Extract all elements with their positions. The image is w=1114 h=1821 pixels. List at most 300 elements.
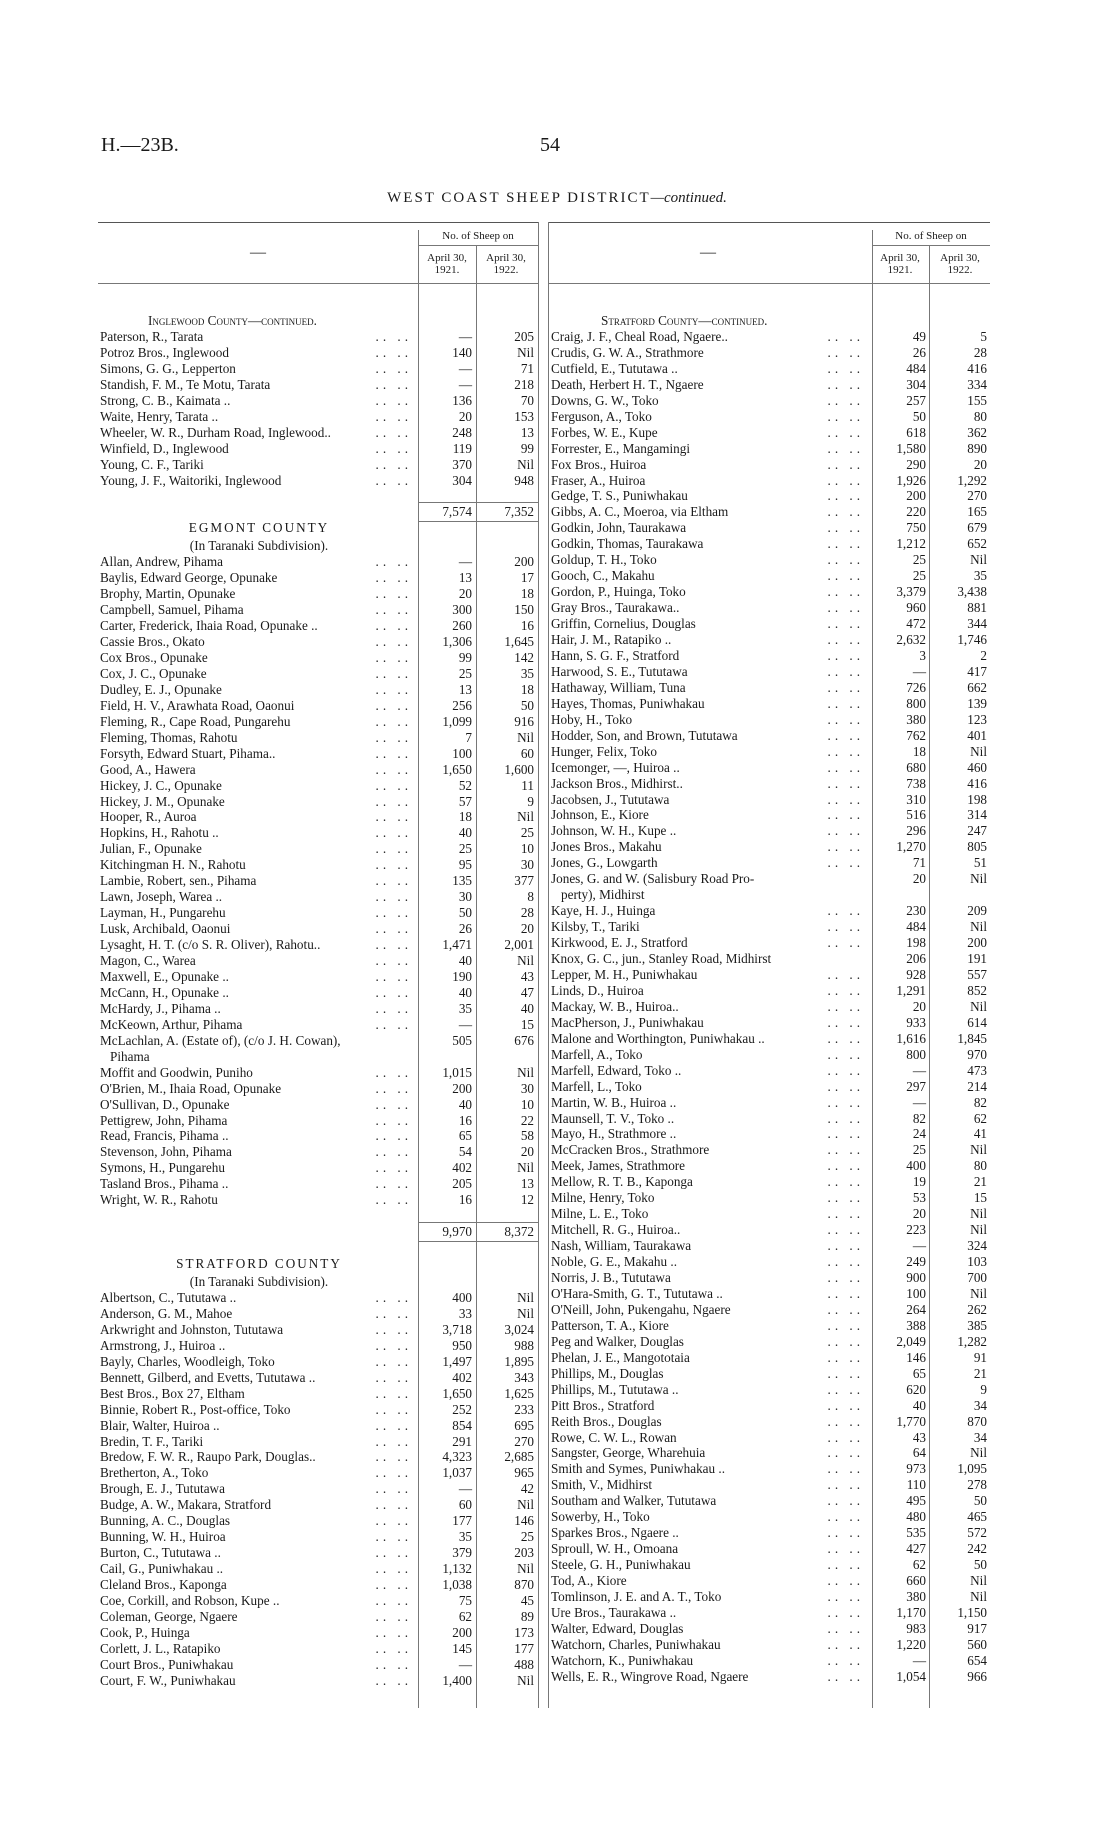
sheep-1921: 140 [452,344,472,360]
owner-name: Julian, F., Opunake [100,841,202,857]
leader-dots: .. .. [827,711,864,727]
sheep-1921: 20 [912,998,926,1014]
sheep-1921: 264 [906,1301,926,1317]
owner-name: Dudley, E. J., Opunake [100,681,222,697]
owner-name: Harwood, S. E., Tututawa [551,663,688,679]
table-row [551,1270,990,1286]
sheep-1921: 65 [458,1128,472,1144]
sheep-1922: 16 [520,618,534,634]
leader-dots: .. .. [375,1080,412,1096]
table-row [551,1238,990,1254]
owner-name: O'Sullivan, D., Opunake [100,1096,230,1112]
sheep-1922: 142 [514,649,534,665]
sheep-1922: 51 [973,855,987,871]
sheep-1921: 230 [906,903,926,919]
table-row [551,1669,990,1685]
owner-name: Lawn, Joseph, Warea .. [100,889,223,905]
sheep-1922: 45 [520,1593,534,1608]
left-col-group-header: No. of Sheep on [442,230,514,242]
table-row [100,425,538,441]
owner-name: Hickey, J. C., Opunake [100,777,222,793]
table-row [551,776,990,792]
owner-name: Paterson, R., Tarata [100,328,204,344]
sheep-1922: 25 [520,825,534,841]
sheep-1921: 762 [906,727,926,743]
sheep-1922: 3,438 [957,584,987,600]
table-row [100,1402,538,1418]
leader-dots: .. .. [375,745,412,761]
table-top-rule [98,222,538,223]
sheep-1921: 296 [906,823,926,839]
sheep-1922: 153 [514,408,534,424]
table-row [100,682,538,698]
leader-dots: .. .. [827,424,864,440]
owner-name: Gedge, T. S., Puniwhakau [551,488,688,504]
owner-name: Strong, C. B., Kaimata .. [100,392,231,408]
table-row [551,1079,990,1095]
table-row [100,1370,538,1386]
leader-dots: .. .. [827,1126,864,1142]
left-col-group-rule [418,245,538,246]
leader-dots: .. .. [827,616,864,632]
sheep-1922: 343 [514,1369,534,1385]
table-row [551,1095,990,1111]
sheep-1921: 379 [452,1545,472,1561]
sheep-1921: 1,054 [896,1668,926,1684]
table-row [100,905,538,921]
owner-name: Hunger, Felix, Toko [551,743,657,759]
owner-name: Lepper, M. H., Puniwhakau [551,966,698,982]
leader-dots: .. .. [375,440,412,456]
owner-name: Marfell, Edward, Toko .. [551,1062,682,1078]
leader-dots: .. .. [375,1353,412,1369]
sheep-1921: 495 [906,1493,926,1509]
owner-name: Lambie, Robert, sen., Pihama [100,873,257,889]
sheep-1922: 21 [973,1174,987,1190]
owner-name: Malone and Worthington, Puniwhakau .. [551,1030,765,1046]
sheep-1921: 40 [912,1397,926,1413]
table-row [551,1126,990,1142]
owner-name: Godkin, Thomas, Taurakawa [551,536,704,552]
leader-dots: .. .. [375,793,412,809]
sheep-1922: Nil [970,998,987,1014]
owner-name: Court Bros., Puniwhakau [100,1656,234,1672]
sheep-1921: 297 [906,1078,926,1094]
owner-name: Crudis, G. W. A., Strathmore [551,344,704,360]
owner-name: Jacobsen, J., Tututawa [551,791,670,807]
sheep-1922: Nil [517,1672,534,1688]
sheep-1921: 660 [906,1573,926,1589]
leader-dots: .. .. [827,1509,864,1525]
sheep-1921: 75 [458,1593,472,1608]
leader-dots: .. .. [827,775,864,791]
owner-name: Forsyth, Edward Stuart, Pihama.. [100,745,276,761]
sheep-1921: 20 [912,871,926,887]
owner-name: Magon, C., Warea [100,953,196,968]
sheep-1921: 480 [906,1509,926,1525]
sheep-1922: Nil [970,1573,987,1589]
table-row [551,488,990,504]
sheep-1922: 218 [514,376,534,392]
leader-dots: .. .. [827,1206,864,1222]
sheep-1921: 16 [458,1112,472,1128]
right-header-rule [548,283,990,284]
table-row [551,1398,990,1414]
sheep-1922: 970 [967,1046,987,1062]
table-row [100,1434,538,1450]
table-row [100,441,538,457]
sheep-1921: 983 [906,1620,926,1636]
sheep-1921: 380 [906,1589,926,1604]
sheep-1922: 80 [973,408,987,424]
owner-name: O'Hara-Smith, G. T., Tututawa .. [551,1285,723,1301]
sheep-1922: 123 [967,711,987,727]
sheep-1921: 1,471 [442,937,472,953]
table-row [551,1430,990,1446]
sheep-1922: 13 [520,1176,534,1192]
table-row [100,809,538,825]
sheep-1922: 71 [520,360,534,376]
leader-dots: .. .. [375,1608,412,1624]
table-row [100,841,538,857]
table-row [100,778,538,794]
owner-name: McKeown, Arthur, Pihama [100,1016,243,1032]
sheep-1921: 145 [452,1640,472,1656]
table-row [100,873,538,889]
owner-name: Patterson, T. A., Kiore [551,1317,669,1333]
sheep-1922: 473 [967,1062,987,1078]
sheep-1921: 257 [906,392,926,408]
table-row [551,807,990,823]
table-row [551,361,990,377]
owner-name: Peg and Walker, Douglas [551,1333,684,1349]
sheep-1921: — [458,1016,472,1032]
sheep-1921: — [458,376,472,392]
table-row [551,1334,990,1350]
sheep-1922: 50 [973,1557,987,1573]
leader-dots: .. .. [375,1160,412,1176]
sheep-1922: 34 [973,1397,987,1413]
leader-dots: .. .. [827,1349,864,1365]
sheep-1921: 300 [452,602,472,618]
sheep-1921: 1,132 [442,1561,472,1577]
county-heading [100,520,538,536]
table-row [100,1065,538,1081]
sheep-1921: 1,926 [896,472,926,488]
leader-dots: .. .. [375,1624,412,1640]
table-row [551,648,990,664]
sheep-1921: 71 [912,855,926,871]
owner-name: Milne, Henry, Toko [551,1190,655,1206]
owner-name: Cleland Bros., Kaponga [100,1577,227,1593]
owner-name: Godkin, John, Taurakawa [551,520,687,536]
sheep-1921: 20 [458,408,472,424]
table-row [100,762,538,778]
leader-dots: .. .. [375,1096,412,1112]
table-row [551,600,990,616]
leader-dots: .. .. [827,1030,864,1046]
leader-dots: .. .. [827,1604,864,1620]
owner-name: Smith, V., Midhirst [551,1477,653,1493]
owner-name: Mackay, W. B., Huiroa.. [551,998,679,1014]
sheep-1922: 679 [967,520,987,536]
sheep-1921: 43 [912,1429,926,1445]
owner-name: Gooch, C., Makahu [551,568,655,584]
owner-name: Bunning, A. C., Douglas [100,1513,231,1529]
sheep-1922: 8 [527,889,534,905]
table-row [551,584,990,600]
owner-name: Jones, G., Lowgarth [551,855,658,871]
county-subheading-text: (In Taranaki Subdivision). [189,1274,329,1289]
table-row [100,1017,538,1033]
total-1922: 7,352 [504,504,534,520]
leader-dots: .. .. [827,1254,864,1270]
leader-dots: .. .. [827,1652,864,1668]
sheep-1921: — [912,1652,926,1668]
sheep-1921: 726 [906,679,926,695]
sheep-1922: 10 [520,841,534,857]
leader-dots: .. .. [375,921,412,937]
owner-name: Noble, G. E., Makahu .. [551,1254,677,1270]
table-row [551,1637,990,1653]
leader-dots: .. .. [827,1333,864,1349]
owner-name: Gray Bros., Taurakawa.. [551,600,680,616]
sheep-1921: 54 [458,1144,472,1160]
sheep-1922: 557 [967,966,987,982]
owner-name: Steele, G. H., Puniwhakau [551,1557,691,1573]
leader-dots: .. .. [827,632,864,647]
owner-name: Symons, H., Pungarehu [100,1160,225,1176]
leader-dots: .. .. [375,1369,412,1385]
leader-dots: .. .. [375,937,412,953]
owner-name: Coleman, George, Ngaere [100,1608,238,1624]
sheep-1921: 200 [452,1624,472,1640]
sheep-1921: 33 [458,1305,472,1321]
sheep-1922: 881 [967,600,987,616]
owner-name: Hoby, H., Toko [551,711,633,727]
sheep-1921: 1,170 [896,1604,926,1620]
table-row [100,1465,538,1481]
sheep-1921: 1,306 [442,634,472,649]
table-row [100,1625,538,1641]
table-row [551,1493,990,1509]
owner-name: Cassie Bros., Okato [100,634,205,649]
table-row [100,1641,538,1657]
table-row [100,953,538,969]
leader-dots: .. .. [375,809,412,825]
owner-name: Allan, Andrew, Pihama [100,554,223,570]
table-row [551,457,990,473]
leader-dots: .. .. [375,1385,412,1401]
table-row [100,1144,538,1160]
sheep-1921: 25 [912,1142,926,1158]
leader-dots: .. .. [827,1270,864,1285]
leader-dots: .. .. [827,568,864,584]
table-row [551,744,990,760]
table-row [551,1174,990,1190]
sheep-1921: 4,323 [442,1449,472,1465]
owner-name: Wright, W. R., Rahotu [100,1192,218,1208]
sheep-1921: 1,400 [442,1672,472,1688]
sheep-1922: 50 [973,1493,987,1509]
sheep-1921: 30 [458,889,472,905]
leader-dots: .. .. [375,1337,412,1353]
owner-name: Bunning, W. H., Huiroa [100,1529,226,1545]
sheep-1922: 18 [520,586,534,602]
leader-dots: .. .. [827,695,864,711]
table-row [100,666,538,682]
sheep-1921: 25 [458,665,472,681]
owner-name: Brophy, Martin, Opunake [100,586,236,602]
table-row [100,746,538,762]
sheep-1921: 484 [906,360,926,376]
sheep-1921: 304 [906,376,926,392]
table-row [551,1382,990,1398]
owner-name: Stevenson, John, Pihama [100,1144,232,1160]
total-rule [418,502,538,503]
sheep-1922: Nil [517,1160,534,1176]
sheep-1922: 214 [967,1078,987,1094]
sheep-1922: 13 [520,424,534,440]
owner-name: O'Neill, John, Pukengahu, Ngaere [551,1301,731,1317]
owner-name: Fox Bros., Huiroa [551,456,647,472]
table-row [100,698,538,714]
table-row [551,967,990,983]
leader-dots: .. .. [827,456,864,472]
table-row [100,937,538,953]
table-row [100,473,538,489]
owner-name: Budge, A. W., Makara, Stratford [100,1497,272,1513]
sheep-1921: 738 [906,775,926,791]
leader-dots: .. .. [827,520,864,536]
table-row [551,919,990,935]
sheep-1922: Nil [517,953,534,968]
table-row [100,794,538,810]
leader-dots: .. .. [827,1493,864,1509]
owner-name: Court, F. W., Puniwhakau [100,1672,236,1688]
leader-dots: .. .. [375,1401,412,1417]
right-col-group-rule [872,245,990,246]
sheep-1922: 965 [514,1465,534,1481]
sheep-1922: 247 [967,823,987,839]
owner-name: Coe, Corkill, and Robson, Kupe .. [100,1593,280,1608]
table-row [100,1354,538,1370]
table-row [551,680,990,696]
owner-name: McCann, H., Opunake .. [100,984,229,1000]
sheep-1921: — [912,663,926,679]
sheep-1922: 1,150 [957,1604,987,1620]
table-row [100,1561,538,1577]
owner-name: Ferguson, A., Toko [551,408,652,424]
leader-dots: .. .. [827,1174,864,1190]
sheep-1922: 9 [527,793,534,809]
sheep-1922: 91 [973,1349,987,1365]
sheep-1921: 402 [452,1369,472,1385]
sheep-1921: 100 [452,745,472,761]
leader-dots: .. .. [827,982,864,998]
sheep-1921: 198 [906,935,926,951]
leader-dots: .. .. [375,1000,412,1016]
table-row [100,1113,538,1129]
leader-dots: .. .. [827,1541,864,1557]
table-row [551,520,990,536]
sheep-1921: 900 [906,1270,926,1285]
owner-name: Lysaght, H. T. (c/o S. R. Oliver), Rahotu.. [100,937,321,953]
sheep-1921: 800 [906,695,926,711]
owner-name: McHardy, J., Pihama .. [100,1000,221,1016]
leader-dots: .. .. [375,1656,412,1672]
leader-dots: .. .. [375,1513,412,1529]
sheep-1921: 53 [912,1190,926,1206]
leader-dots: .. .. [375,1593,412,1608]
table-row [100,1418,538,1434]
owner-name: Watchorn, K., Puniwhakau [551,1652,694,1668]
right-col-header-1922: April 30, 1922. [940,252,980,276]
left-name-header: — [250,244,266,261]
sheep-1921: 505 [452,1032,472,1048]
sheep-1921: 13 [458,681,472,697]
sheep-1922: 870 [514,1577,534,1593]
leader-dots: .. .. [827,1557,864,1573]
leader-dots: .. .. [827,1062,864,1078]
title-continued: —continued. [650,190,727,206]
owner-name: Layman, H., Pungarehu [100,905,226,921]
owner-name: Jones, G. and W. (Salisbury Road Pro- [551,871,755,887]
owner-name: Gibbs, A. C., Moeroa, via Eltham [551,504,729,520]
sheep-1921: 1,291 [896,982,926,998]
leader-dots: .. .. [827,1413,864,1429]
owner-name: Arkwright and Johnston, Tututawa [100,1321,284,1337]
sheep-1921: 1,015 [442,1064,472,1080]
owner-name: Mitchell, R. G., Huiroa.. [551,1222,681,1238]
owner-name: Forbes, W. E., Kupe [551,424,658,440]
table-row [100,1545,538,1561]
sheep-1922: 2 [980,647,987,663]
owner-name: Norris, J. B., Tututawa [551,1270,671,1285]
county-total-row [100,1224,538,1240]
table-row [100,1322,538,1338]
sheep-1921: 119 [452,440,472,456]
leader-dots: .. .. [375,713,412,729]
owner-name: Potroz Bros., Inglewood [100,344,229,360]
sheep-1921: 52 [458,777,472,793]
sheep-1922: 3,024 [504,1321,534,1337]
right-name-header: — [700,244,716,261]
owner-name: Simons, G. G., Lepperton [100,360,236,376]
table-row [551,473,990,489]
owner-name: Campbell, Samuel, Pihama [100,602,244,618]
owner-name: Fleming, Thomas, Rahotu [100,729,238,745]
sheep-1921: 1,616 [896,1030,926,1046]
owner-name: Bayly, Charles, Woodleigh, Toko [100,1353,275,1369]
owner-name: Field, H. V., Arawhata Road, Oaonui [100,697,295,713]
table-row [100,1609,538,1625]
right-col-header-1921: April 30, 1921. [880,252,920,276]
table-row [100,393,538,409]
sheep-1922: 28 [520,905,534,921]
table-row [100,345,538,361]
leader-dots: .. .. [827,839,864,855]
sheep-1922: 139 [967,695,987,711]
sheep-1922: Nil [517,1289,534,1305]
table-row [100,985,538,1001]
owner-name: Bredin, T. F., Tariki [100,1433,204,1449]
sheep-1922: Nil [970,919,987,935]
sheep-1921: 26 [912,344,926,360]
sheep-1921: 82 [912,1110,926,1126]
leader-dots: .. .. [827,1301,864,1317]
sheep-1922: 1,095 [957,1461,987,1477]
